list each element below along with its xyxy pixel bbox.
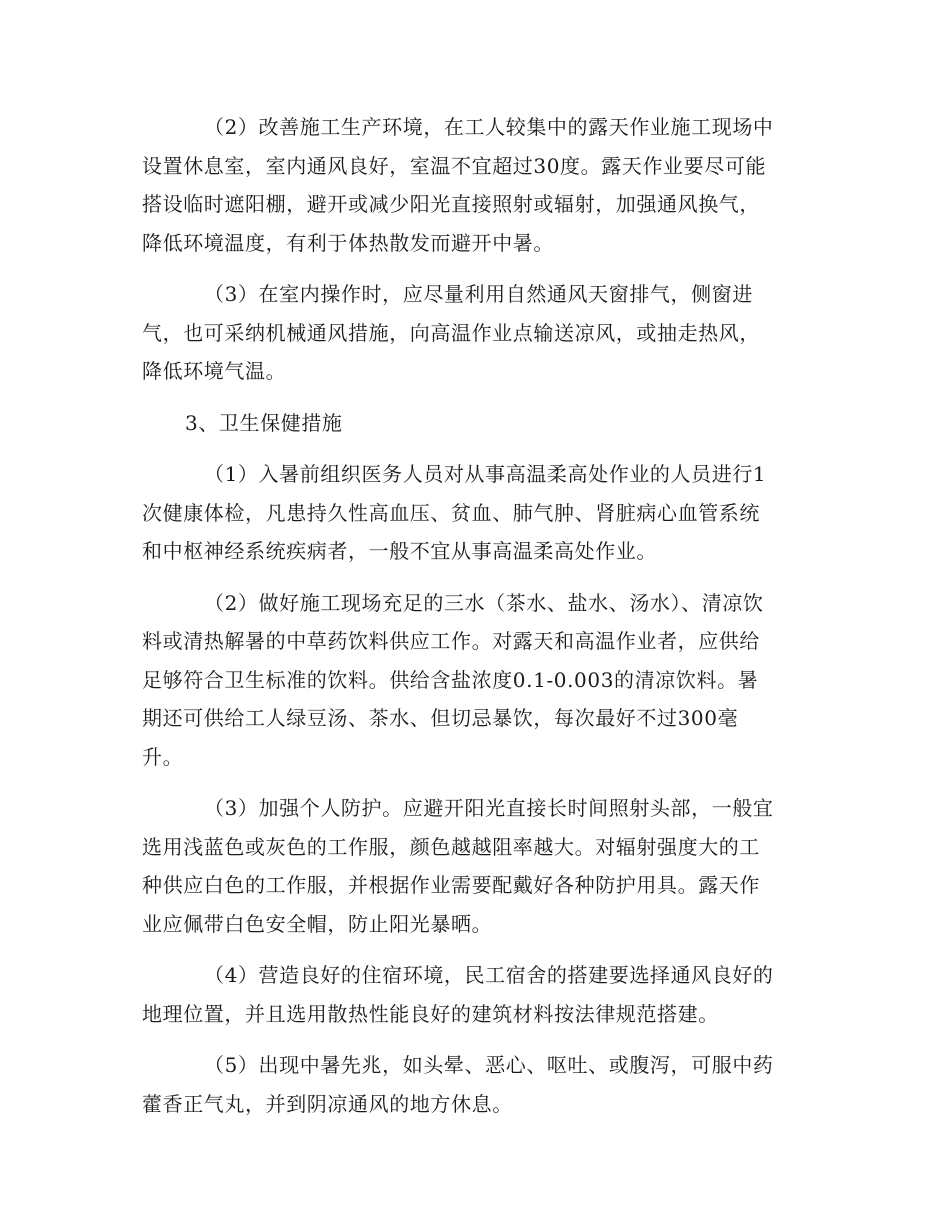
paragraph-line: 料或清热解暑的中草药饮料供应工作。对露天和高温作业者，应供给: [142, 629, 760, 653]
section-heading: 3、卫生保健措施: [185, 410, 343, 435]
paragraph-accommodation: [142, 956, 804, 1033]
paragraph-line: 次健康体检，凡患持久性高血压、贫血、肺气肿、肾脏病心血管系统: [142, 500, 760, 525]
paragraph-line: 足够符合卫生标准的饮料。供给含盐浓度0.1-0.003的清凉饮料。暑: [142, 667, 759, 692]
paragraph-line: （2）改善施工生产环境，在工人较集中的露天作业施工现场中: [204, 115, 774, 139]
paragraph-line: 地理位置，并且选用散热性能良好的建筑材料按法律规范搭建。: [142, 1001, 719, 1026]
paragraph-line: 升。: [142, 744, 184, 769]
paragraph-gap: [142, 1033, 804, 1046]
paragraph-line: 选用浅蓝色或灰色的工作服，颜色越越阻率越大。对辐射强度大的工: [142, 834, 760, 859]
paragraph-heatstroke-signs: [142, 1046, 804, 1123]
section-heading-health-measures: [142, 404, 804, 443]
paragraph-line: 期还可供给工人绿豆汤、茶水、但切忌暴饮，每次最好不过300毫: [142, 706, 739, 730]
paragraph-health-check: [142, 455, 804, 571]
paragraph-drinks-supply: [142, 584, 804, 777]
paragraph-line: （3）在室内操作时，应尽量利用自然通风天窗排气，侧窗进: [204, 282, 753, 306]
paragraph-line: 藿香正气丸，并到阴凉通风的地方休息。: [142, 1091, 513, 1116]
paragraph-line: 种供应白色的工作服，并根据作业需要配戴好各种防护用具。露天作: [142, 873, 760, 897]
paragraph-line: （5）出现中暑先兆，如头晕、恶心、呕吐、或腹泻，可服中药: [204, 1053, 774, 1077]
paragraph-gap: [142, 391, 804, 404]
paragraph-line: 和中枢神经系统疾病者，一般不宜从事高温柔高处作业。: [142, 539, 657, 563]
paragraph-line: 设置休息室，室内通风良好，室温不宜超过30度。露天作业要尽可能: [142, 153, 767, 178]
paragraph-gap: [142, 262, 804, 275]
document-page: [142, 108, 804, 1123]
paragraph-line: （3）加强个人防护。应避开阳光直接长时间照射头部，一般宜: [204, 796, 774, 820]
paragraph-line: 业应佩带白色安全帽，防止阳光暴晒。: [142, 911, 493, 936]
paragraph-line: （2）做好施工现场充足的三水（茶水、盐水、汤水）、清凉饮: [204, 590, 764, 615]
paragraph-gap: [142, 943, 804, 956]
paragraph-line: （1）入暑前组织医务人员对从事高温柔高处作业的人员进行1: [204, 462, 767, 486]
paragraph-indoor-ventilation: [142, 275, 804, 391]
paragraph-line: （4）营造良好的住宿环境，民工宿舍的搭建要选择通风良好的: [204, 963, 774, 987]
paragraph-improve-environment: [142, 108, 804, 262]
paragraph-line: 搭设临时遮阳棚，避开或减少阳光直接照射或辐射，加强通风换气，: [142, 192, 760, 216]
paragraph-personal-protection: [142, 789, 804, 943]
paragraph-line: 降低环境温度，有利于体热散发而避开中暑。: [142, 230, 554, 255]
paragraph-line: 降低环境气温。: [142, 359, 287, 383]
paragraph-line: 气，也可采纳机械通风措施，向高温作业点输送凉风，或抽走热风，: [142, 320, 760, 345]
paragraph-gap: [142, 442, 804, 455]
paragraph-gap: [142, 571, 804, 584]
paragraph-gap: [142, 776, 804, 789]
